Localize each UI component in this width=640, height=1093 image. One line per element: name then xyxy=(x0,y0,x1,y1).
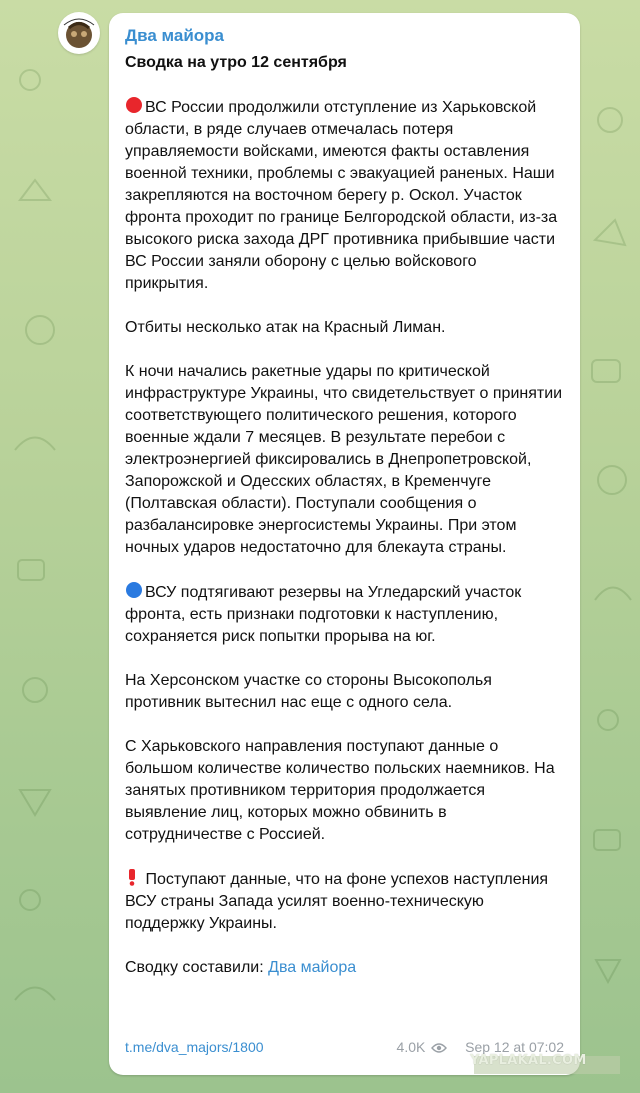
channel-avatar[interactable] xyxy=(58,12,100,54)
paragraph-text: К ночи начались ракетные удары по критической инфраструктуре Украины, что свидетельствует о принятии соответствующего политического решения, которого военные ждали 7 месяцев. В результате перебои с электроэнергией фиксировались в Днепропетровской, Запорожской и Одесских областях, в Кременчуге (Полтавская области). Поступали сообщения о разбалансировке энергосистемы Украины. При этом ночных ударов недостаточно для блекаута страны. xyxy=(125,363,563,556)
post-link[interactable]: t.me/dva_majors/1800 xyxy=(125,1039,264,1055)
red-circle-icon xyxy=(125,96,143,114)
paragraph-text: На Херсонском участке со стороны Высокополья противник вытеснил нас еще с одного села. xyxy=(125,672,492,711)
post-paragraph xyxy=(125,670,564,714)
view-count: 4.0K xyxy=(396,1039,426,1055)
post-headline: Сводка на утро 12 сентября xyxy=(125,54,347,71)
paragraph-text: Поступают данные, что на фоне успехов наступления ВСУ страны Запада усилят военно-техническую поддержку Украины. xyxy=(125,871,549,932)
post-paragraph xyxy=(125,736,564,846)
paragraph-text: ВСУ подтягивают резервы на Угледарский участок фронта, есть признаки подготовки к наступлению, сохраняется риск попытки прорыва на юг. xyxy=(125,584,522,645)
post-paragraph xyxy=(125,868,564,935)
paragraph-text: ВС России продолжили отступление из Харьковской области, в ряде случаев отмечалась потеря управляемости войсками, имеются факты оставления военной техники, проблемы с эвакуацией раненых. Наши закрепляются на восточном берегу р. Оскол. Участок фронта проходит по границе Белгородской области, из-за высокого риска захода ДРГ противника прибывшие части ВС России заняли оборону с целью войскового прикрытия. xyxy=(125,99,558,292)
signature-channel-link[interactable]: Два майора xyxy=(268,959,357,976)
channel-name-link[interactable]: Два майора xyxy=(125,26,224,45)
message-timestamp: Sep 12 at 07:02 xyxy=(465,1039,564,1055)
post-signature xyxy=(125,957,564,979)
post-paragraph xyxy=(125,96,564,295)
exclamation-icon xyxy=(125,868,139,886)
post-paragraph xyxy=(125,581,564,648)
message-bubble xyxy=(109,13,580,1075)
site-watermark: YAPLAKAL.COM xyxy=(470,1053,587,1068)
paragraph-text: С Харьковского направления поступают данные о большом количестве количество польских наемников. На занятых противником территория продолжается выявление лиц, которых можно обвинить в сотрудничестве с Россией. xyxy=(125,738,555,843)
signature-label: Сводку составили: xyxy=(125,959,269,976)
two-majors-logo-icon xyxy=(58,12,100,54)
blue-circle-icon xyxy=(125,581,143,599)
paragraph-text: Отбиты несколько атак на Красный Лиман. xyxy=(125,319,446,336)
post-paragraph xyxy=(125,317,564,339)
post-paragraph xyxy=(125,361,564,559)
eye-icon xyxy=(431,1042,447,1054)
